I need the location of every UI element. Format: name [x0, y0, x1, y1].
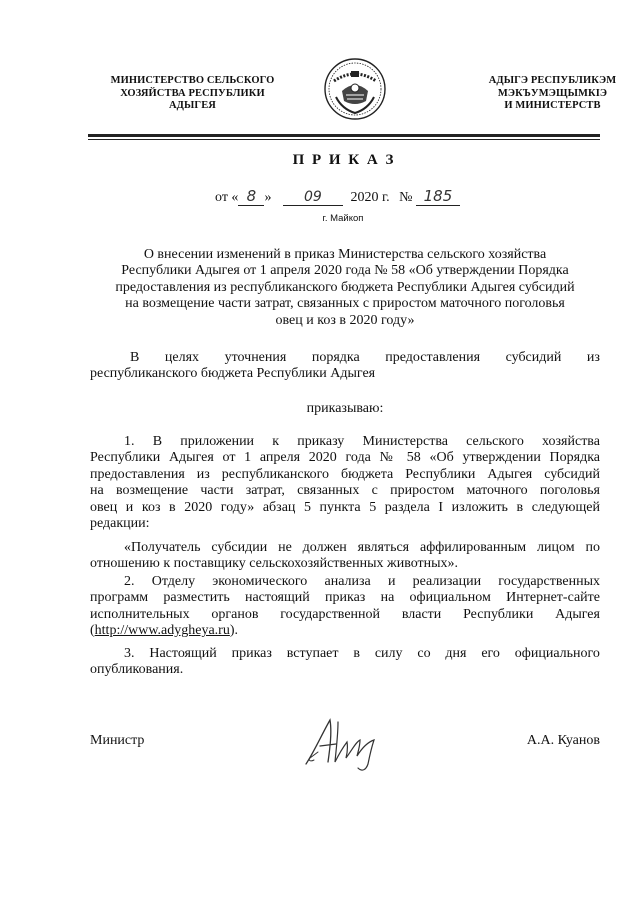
word: вступает — [286, 646, 339, 661]
ministry-site-link[interactable]: http://www.adygheya.ru — [94, 623, 230, 639]
word: дня — [445, 646, 467, 661]
word: власти — [401, 606, 442, 622]
subject-line: предоставления из республиканского бюджета Республики Адыгея субсидий — [115, 279, 575, 295]
item1-line: овец и коз в 2020 году» абзац 5 пункта 5 раздела I изложить в следующей — [90, 499, 600, 515]
word: исполнительных — [90, 606, 190, 622]
word: субсидий — [505, 350, 562, 365]
word: уточнения — [224, 350, 287, 365]
document-title: П Р И К А З — [292, 152, 396, 168]
new-wording-quote — [90, 540, 600, 573]
word: приказу — [297, 434, 345, 449]
word: приказ — [231, 646, 272, 661]
preamble-line1 — [90, 350, 600, 366]
city: г. Майкоп — [322, 213, 364, 224]
order-subject — [90, 247, 600, 329]
header-left-line: ХОЗЯЙСТВА РЕСПУБЛИКИ — [120, 87, 265, 99]
word: сельского — [466, 434, 524, 449]
item-2 — [90, 574, 600, 640]
word: хозяйства — [542, 434, 600, 449]
word: со — [417, 646, 431, 661]
word: из — [586, 350, 600, 365]
item2-line4: (http://www.adygheya.ru). — [90, 623, 239, 639]
quote-line1: «Получатель субсидии не должен являться аффилированным лицом по — [124, 540, 600, 555]
order-month: 09 — [283, 189, 343, 206]
handwritten-signature — [300, 712, 395, 774]
order-word: приказываю: — [306, 401, 384, 416]
signer-position: Министр — [90, 733, 145, 748]
subject-line: на возмещение части затрат, связанных с приростом маточного поголовья — [125, 296, 565, 312]
word: порядка — [311, 350, 360, 365]
item1-line: предоставления из республиканского бюджета Республики Адыгея субсидий — [90, 466, 600, 482]
order-year: 2020 г. — [350, 190, 390, 205]
quote-line2: отношению к поставщику сельскохозяйственных животных». — [90, 556, 459, 572]
order-number: 185 — [416, 187, 460, 206]
word: приложении — [180, 434, 255, 449]
header-left-line: АДЫГЕЯ — [169, 100, 216, 111]
item3-line1 — [90, 646, 600, 662]
link-suffix: ). — [229, 623, 239, 639]
header-right-line: И МИНИСТЕРСТВ — [504, 100, 601, 111]
header-right-line: АДЫГЭ РЕСПУБЛИКЭМ — [488, 75, 617, 86]
ministry-name-ady — [460, 75, 640, 113]
item1-line: на возмещение части затрат, связанных с приростом маточного поголовья — [90, 483, 600, 499]
subject-line: Республики Адыгея от 1 апреля 2020 года № 58 «Об утверждении Порядка — [121, 263, 569, 279]
signer-name: А.А. Куанов — [526, 733, 600, 748]
header-left-line: МИНИСТЕРСТВО СЕЛЬСКОГО — [110, 75, 275, 86]
word: государственной — [280, 606, 381, 622]
item-1 — [90, 434, 600, 532]
item1-line: Республики Адыгея от 1 апреля 2020 года № 58 «Об утверждении Порядка — [90, 450, 600, 466]
subject-line: О внесении изменений в приказ Министерства сельского хозяйства — [143, 247, 547, 262]
subject-line: овец и коз в 2020 году» — [275, 312, 415, 328]
word: Министерства — [362, 434, 448, 449]
word: органов — [211, 606, 259, 622]
preamble-line2: республиканского бюджета Республики Адыгея — [90, 366, 376, 382]
header-rule-thin — [88, 139, 600, 140]
order-date-line — [215, 187, 515, 209]
word: в — [353, 646, 360, 661]
item2-line1: 2. Отделу экономического анализа и реализации государственных — [124, 574, 600, 589]
header-right-line: МЭКЪУМЭЩЫМКIЭ — [497, 87, 608, 99]
word: силу — [374, 646, 403, 661]
word: Настоящий — [149, 646, 217, 661]
word: 1. — [124, 434, 135, 449]
word: к — [272, 434, 280, 449]
item3-line2: опубликования. — [90, 662, 184, 678]
word: его — [481, 646, 500, 661]
date-mid: » — [264, 190, 272, 205]
ministry-name-ru — [95, 75, 290, 113]
date-prefix: от « — [215, 190, 239, 205]
word: Адыгея — [555, 606, 600, 622]
republic-emblem — [322, 57, 388, 121]
word: Республики — [463, 606, 534, 622]
header-rule — [88, 134, 600, 137]
word: В — [152, 434, 163, 449]
word: В — [130, 350, 140, 365]
item2-line3 — [90, 607, 600, 623]
preamble — [90, 350, 600, 383]
word: официального — [514, 646, 600, 661]
item2-line2: программ разместить настоящий приказ на официальном Интернет-сайте — [90, 590, 600, 606]
number-label: № — [399, 190, 413, 205]
item1-line1 — [90, 434, 600, 450]
item-3 — [90, 646, 600, 679]
order-day: 8 — [238, 187, 264, 206]
item1-last: редакции: — [90, 516, 150, 532]
word: целях — [164, 350, 200, 365]
word: предоставления — [385, 350, 481, 365]
word: 3. — [124, 646, 135, 661]
